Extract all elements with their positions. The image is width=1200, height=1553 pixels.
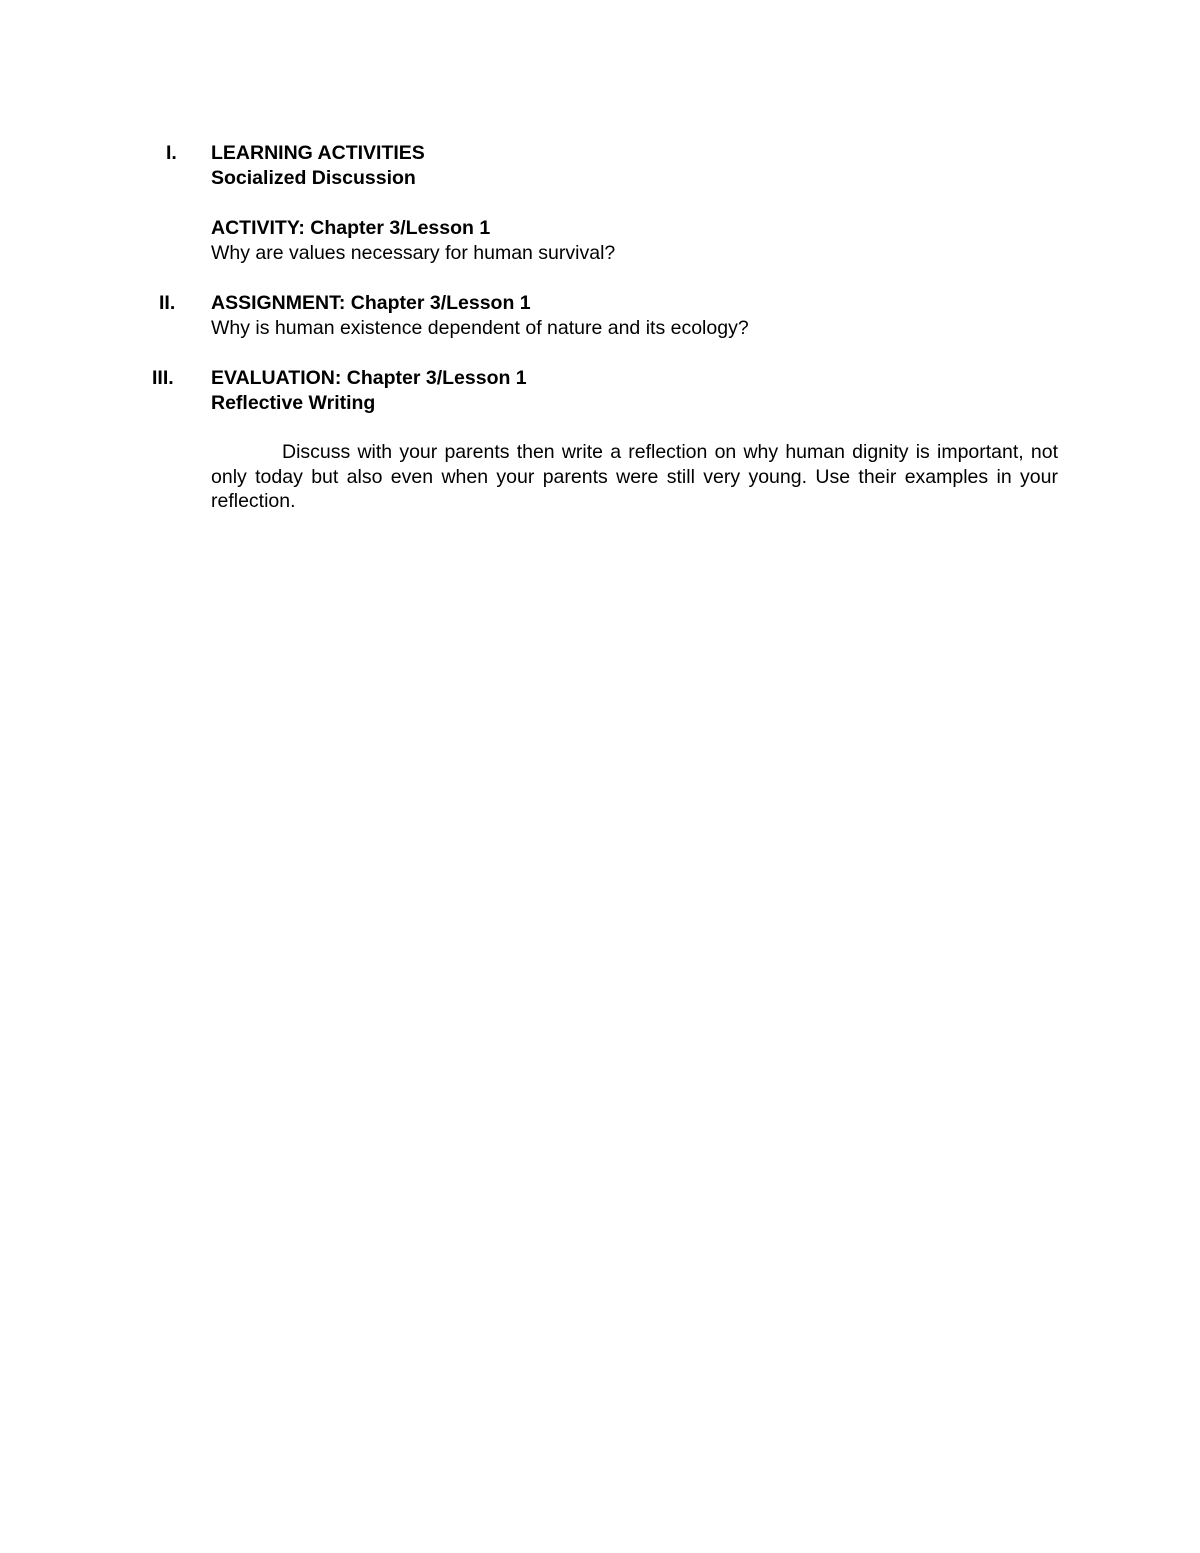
evaluation-subheading: Reflective Writing (211, 392, 376, 414)
section-1-block (211, 141, 1058, 191)
activity-heading: ACTIVITY: Chapter 3/Lesson 1 (211, 217, 491, 239)
section-1-numeral: I. (166, 142, 177, 164)
section-2-block (211, 291, 1058, 341)
assignment-heading: ASSIGNMENT: Chapter 3/Lesson 1 (211, 292, 531, 314)
section-1-heading: LEARNING ACTIVITIES (211, 142, 425, 164)
assignment-question: Why is human existence dependent of nature and its ecology? (211, 317, 749, 339)
section-3-numeral: III. (152, 367, 174, 389)
activity-block (211, 216, 1058, 266)
activity-question: Why are values necessary for human survival? (211, 242, 616, 264)
evaluation-heading: EVALUATION: Chapter 3/Lesson 1 (211, 367, 527, 389)
section-1-subheading: Socialized Discussion (211, 167, 416, 189)
section-3-block (211, 366, 1058, 416)
section-2-numeral: II. (159, 292, 176, 314)
reflection-instructions: Discuss with your parents then write a reflection on why human dignity is important, not only today but also even when your parents were still very young. Use their examples in your reflection. (211, 441, 1058, 513)
